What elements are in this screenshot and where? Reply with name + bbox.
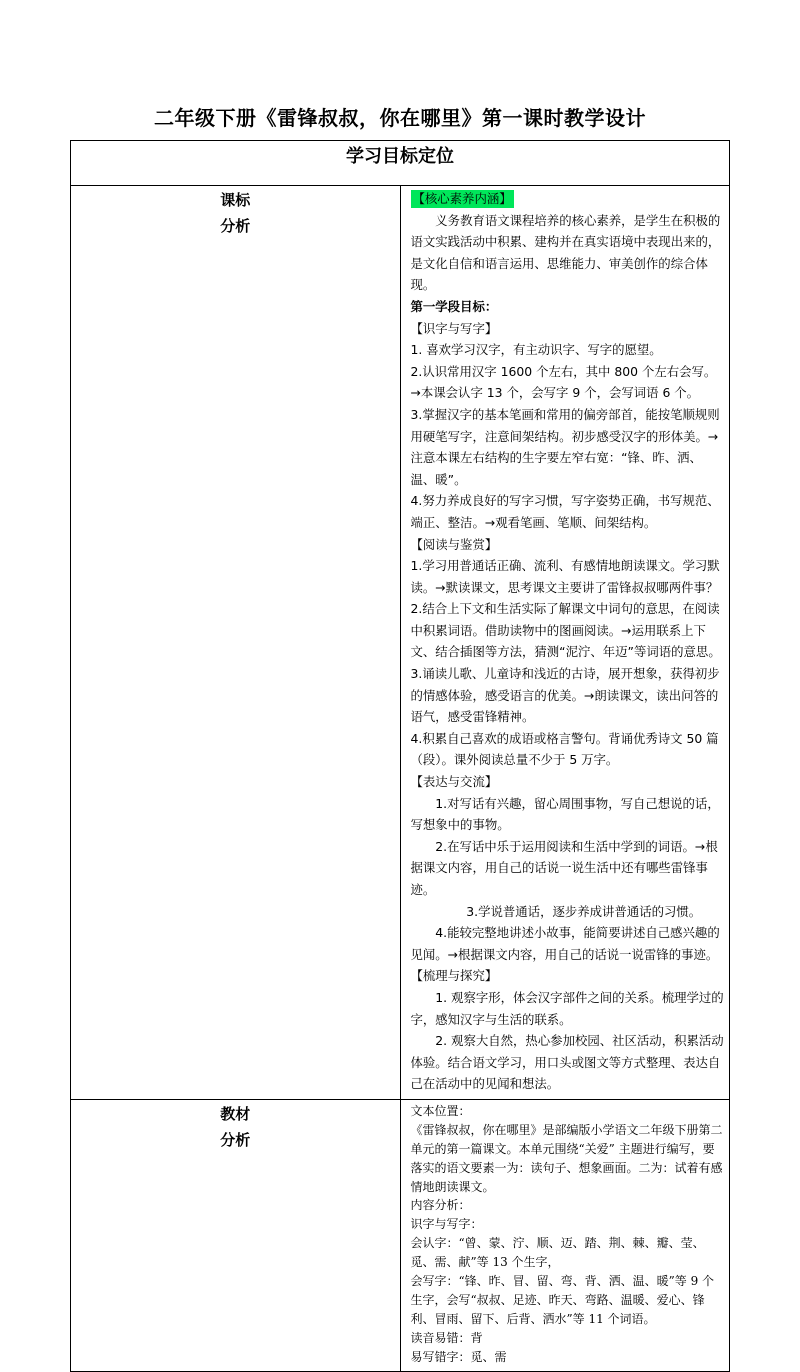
textbook-label-line2: 分析 [220,1130,251,1149]
lesson-design-table [70,140,730,1372]
core-literacy-tag: 【核心素养内涵】 [412,191,512,206]
miswrite-note: 易写错字：觅、需 [410,1349,507,1364]
textbook-label-line1: 教材 [220,1104,251,1123]
recognize-characters: 会认字：“曾、蒙、泞、顺、迈、踏、荆、棘、瓣、莹、觅、需、献”等 13 个生字， [410,1236,705,1270]
content-analysis-heading: 内容分析： [410,1198,471,1213]
literacy-heading: 【识字与写字】 [410,320,498,336]
expression-item-1: 1.对写话有兴趣，留心周围事物，写自己想说的话，写想象中的事物。 [410,795,720,833]
expression-item-3: 3.学说普通话，逐步养成讲普通话的习惯。 [466,903,702,919]
inquiry-heading: 【梳理与探究】 [410,968,498,984]
reading-item-4: 4.积累自己喜欢的成语或格言警句。背诵优秀诗文 50 篇（段）。课外阅读总量不少于 5 万字。 [410,730,719,768]
literacy-item-2: 2.认识常用汉字 1600 个左右，其中 800 个左右会写。→本课会认字 13 个，会写字 9 个，会写词语 6 个。 [410,363,717,401]
literacy-item-1: 1. 喜欢学习汉字，有主动识字、写字的愿望。 [410,342,662,358]
document-title: 二年级下册《雷锋叔叔，你在哪里》第一课时教学设计 [154,106,646,130]
text-position-heading: 文本位置： [410,1103,471,1118]
expression-heading: 【表达与交流】 [410,774,498,790]
stage-goal-heading: 第一学段目标： [410,298,498,314]
reading-item-1: 1.学习用普通话正确、流利、有感情地朗读课文。学习默读。→默读课文，思考课文主要讲了雷锋叔叔哪两件事？ [410,558,720,595]
standards-content [400,186,730,1100]
inquiry-item-1: 1. 观察字形，体会汉字部件之间的关系。梳理学过的字，感知汉字与生活的联系。 [410,989,724,1027]
literacy-item-3: 3.掌握汉字的基本笔画和常用的偏旁部首，能按笔顺规则用硬笔写字，注意间架结构。初步感受汉字的形体美。→注意本课左右结构的生字要左窄右宽：“锋、昨、洒、温、暖”。 [410,406,720,487]
section-heading: 学习目标定位 [71,141,730,186]
write-characters: 会写字：“锋、昨、冒、留、弯、背、洒、温、暖”等 9 个生字，会写“叔叔、足迹、昨天、弯路、温暖、爱心、锋利、冒雨、留下、后背、洒水”等 11 个词语。 [410,1274,715,1326]
reading-item-2: 2.结合上下文和生活实际了解课文中词句的意思，在阅读中积累词语。借助读物中的图画阅读。→运用联系上下文、结合插图等方法，猜测“泥泞、年迈”等词语的意思。 [410,601,721,660]
pronunciation-note: 读音易错：背 [410,1330,483,1345]
standards-label-line2: 分析 [220,217,251,235]
textbook-literacy-heading: 识字与写字： [410,1217,483,1232]
literacy-item-4: 4.努力养成良好的写字习惯，写字姿势正确，书写规范、端正、整洁。→观看笔画、笔顺、间架结构。 [410,493,720,530]
textbook-row-label [71,1099,401,1371]
standards-row-label [71,186,401,1100]
reading-heading: 【阅读与鉴赏】 [410,536,498,552]
inquiry-item-2: 2. 观察大自然，热心参加校园、社区活动，积累活动体验。结合语文学习，用口头或图文等方式整理、表达自己在活动中的见闻和想法。 [410,1033,724,1092]
standards-label-line1: 课标 [220,191,251,209]
textbook-content [400,1099,730,1371]
text-position-body: 《雷锋叔叔，你在哪里》是部编版小学语文二年级下册第二单元的第一篇课文。本单元围绕“关爱” 主题进行编写，要落实的语文要素一为：读句子、想象画面。二为：试着有感情地朗读课文。 [410,1122,723,1194]
expression-item-4: 4.能较完整地讲述小故事，能简要讲述自己感兴趣的见闻。→根据课文内容，用自己的话说一说雷锋的事迹。 [410,925,720,962]
reading-item-3: 3.诵读儿歌、儿童诗和浅近的古诗，展开想象，获得初步的情感体验，感受语言的优美。→朗读课文，读出问答的语气，感受雷锋精神。 [410,666,720,725]
expression-item-2: 2.在写话中乐于运用阅读和生活中学到的词语。→根据课文内容，用自己的话说一说生活中还有哪些雷锋事迹。 [410,838,718,897]
core-literacy-intro: 义务教育语文课程培养的核心素养，是学生在积极的语文实践活动中积累、建构并在真实语境中表现出来的，是文化自信和语言运用、思维能力、审美创作的综合体现。 [410,212,721,293]
